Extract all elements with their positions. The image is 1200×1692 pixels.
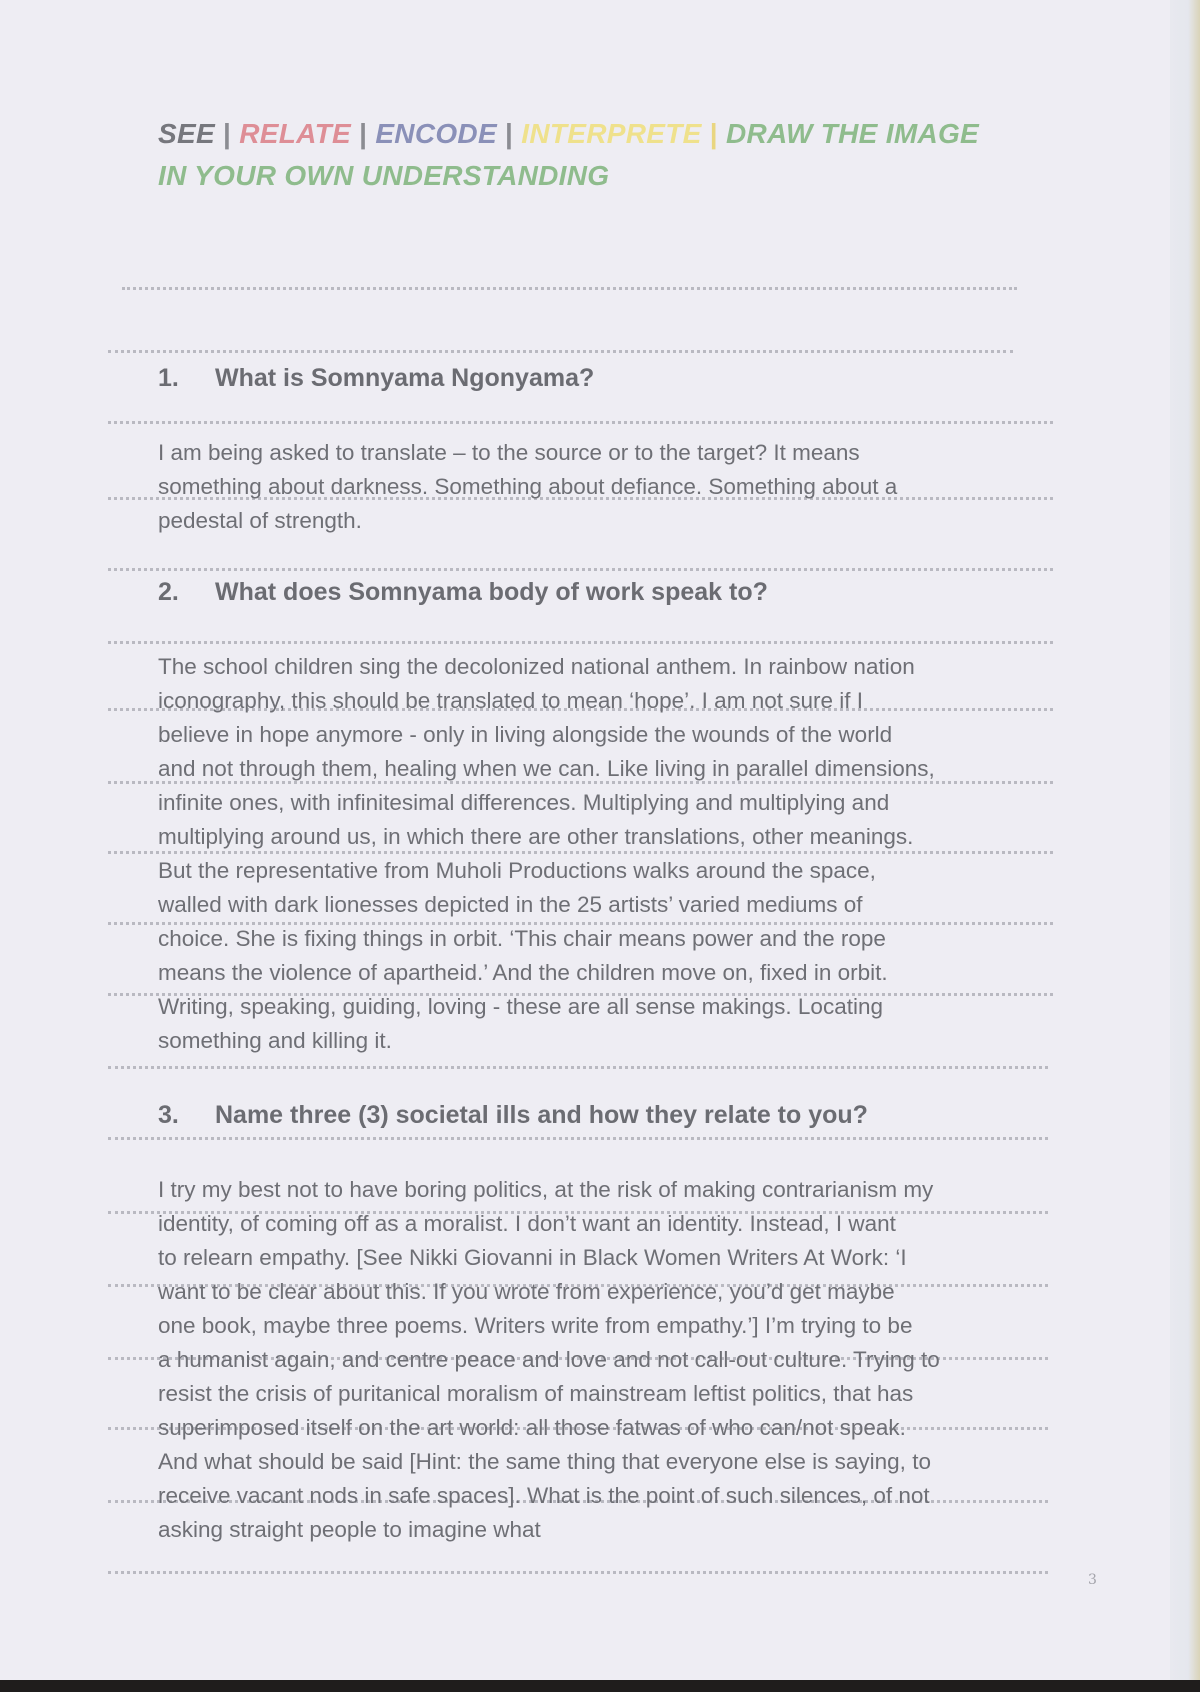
- page-title: [158, 113, 1088, 197]
- title-subline: IN YOUR OWN UNDERSTANDING: [158, 160, 610, 191]
- answer-line: something and killing it.: [158, 1028, 392, 1053]
- answer-line: I try my best not to have boring politics, at the risk of making contrarianism my: [158, 1177, 934, 1202]
- answer-line: choice. She is fixing things in orbit. ‘This chair means power and the rope: [158, 926, 886, 951]
- title-separator: |: [223, 118, 232, 149]
- title-see: SEE: [158, 118, 215, 149]
- page-number: 3: [1088, 1572, 1097, 1588]
- question-2-answer: [158, 650, 1088, 1058]
- answer-line: infinite ones, with infinitesimal differences. Multiplying and multiplying and: [158, 790, 890, 815]
- answer-line: I am being asked to translate – to the source or to the target? It means: [158, 440, 860, 465]
- title-interprete: INTERPRETE: [521, 118, 702, 149]
- question-number: 1.: [158, 364, 179, 392]
- answer-line: pedestal of strength.: [158, 508, 362, 533]
- paper-edge: [1170, 0, 1200, 1692]
- question-1-answer: [158, 436, 1088, 538]
- title-separator: |: [359, 118, 368, 149]
- dotted-line: [108, 641, 1053, 644]
- answer-line: iconography, this should be translated to mean ‘hope’. I am not sure if I: [158, 688, 863, 713]
- scanner-border: [0, 1680, 1200, 1692]
- answer-line: identity, of coming off as a moralist. I don’t want an identity. Instead, I want: [158, 1211, 896, 1236]
- title-encode: ENCODE: [375, 118, 497, 149]
- dotted-line: [108, 568, 1053, 571]
- question-1-heading: [158, 364, 594, 393]
- title-separator: |: [709, 118, 718, 149]
- title-separator: |: [505, 118, 514, 149]
- dotted-line: [108, 1066, 1048, 1069]
- question-3-heading: [158, 1101, 868, 1130]
- answer-line: believe in hope anymore - only in living alongside the wounds of the world: [158, 722, 893, 747]
- answer-line: receive vacant nods in safe spaces]. What is the point of such silences, of not: [158, 1483, 930, 1508]
- question-text: What is Somnyama Ngonyama?: [215, 364, 595, 392]
- answer-line: Writing, speaking, guiding, loving - these are all sense makings. Locating: [158, 994, 883, 1019]
- answer-line: walled with dark lionesses depicted in the 25 artists’ varied mediums of: [158, 892, 863, 917]
- dotted-line: [122, 287, 1017, 290]
- answer-line: to relearn empathy. [See Nikki Giovanni in Black Women Writers At Work: ‘I: [158, 1245, 907, 1270]
- question-2-heading: [158, 578, 768, 607]
- dotted-line: [108, 350, 1013, 353]
- answer-line: one book, maybe three poems. Writers write from empathy.’] I’m trying to be: [158, 1313, 913, 1338]
- answer-line: The school children sing the decolonized national anthem. In rainbow nation: [158, 654, 915, 679]
- dotted-line: [108, 1137, 1048, 1140]
- answer-line: a humanist again, and centre peace and love and not call-out culture. Trying to: [158, 1347, 940, 1372]
- answer-line: And what should be said [Hint: the same thing that everyone else is saying, to: [158, 1449, 931, 1474]
- question-number: 3.: [158, 1101, 179, 1129]
- answer-line: means the violence of apartheid.’ And the children move on, fixed in orbit.: [158, 960, 888, 985]
- answer-line: But the representative from Muholi Productions walks around the space,: [158, 858, 876, 883]
- dotted-line: [108, 421, 1053, 424]
- dotted-line: [108, 1571, 1048, 1574]
- question-number: 2.: [158, 578, 179, 606]
- answer-line: something about darkness. Something about defiance. Something about a: [158, 474, 898, 499]
- answer-line: resist the crisis of puritanical moralism of mainstream leftist politics, that has: [158, 1381, 914, 1406]
- answer-line: multiplying around us, in which there are other translations, other meanings.: [158, 824, 914, 849]
- answer-line: and not through them, healing when we can. Like living in parallel dimensions,: [158, 756, 935, 781]
- question-text: Name three (3) societal ills and how they relate to you?: [215, 1101, 868, 1129]
- title-relate: RELATE: [239, 118, 351, 149]
- question-text: What does Somnyama body of work speak to?: [215, 578, 768, 606]
- answer-line: want to be clear about this. If you wrote from experience, you’d get maybe: [158, 1279, 895, 1304]
- answer-line: asking straight people to imagine what: [158, 1517, 541, 1542]
- answer-line: superimposed itself on the art world: all those fatwas of who can/not speak.: [158, 1415, 906, 1440]
- title-draw-the-image: DRAW THE IMAGE: [725, 118, 980, 149]
- question-3-answer: [158, 1173, 1088, 1547]
